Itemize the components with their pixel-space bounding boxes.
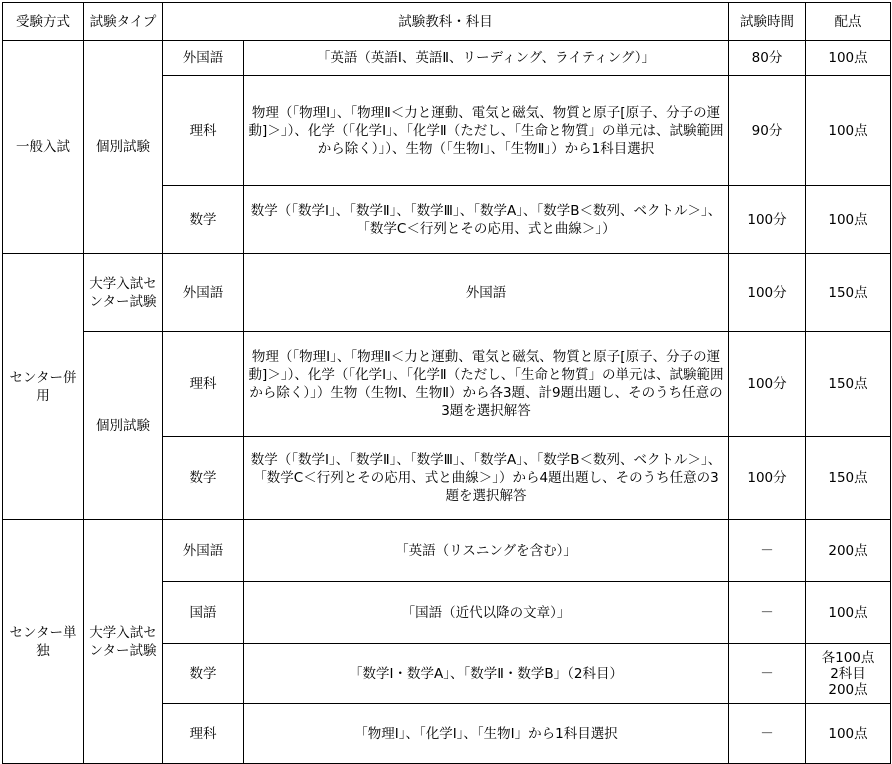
category-cell: 国語 [163, 582, 244, 644]
category-cell: 数学 [163, 437, 244, 520]
method-center-combined: センター併用 [3, 254, 84, 520]
time-cell: － [729, 704, 806, 764]
table-row [3, 254, 891, 332]
category-cell: 数学 [163, 186, 244, 254]
content-cell: 物理（「物理Ⅰ」、「物理Ⅱ＜力と運動、電気と磁気、物質と原子[原子、分子の運動]＞」）、化学（「化学Ⅰ」、「化学Ⅱ（ただし、「生命と物質」の単元は、試験範囲から除く）」）、生物（「生物Ⅰ」、「生物Ⅱ」）から1科目選択 [244, 76, 729, 186]
header-subject: 試験教科・科目 [163, 3, 729, 41]
content-cell: 「国語（近代以降の文章）」 [244, 582, 729, 644]
time-cell: 80分 [729, 41, 806, 76]
score-cell: 100点 [806, 76, 891, 186]
time-cell: － [729, 582, 806, 644]
content-cell: 「英語（英語Ⅰ、英語Ⅱ、リーディング、ライティング）」 [244, 41, 729, 76]
type-individual: 個別試験 [84, 332, 163, 520]
header-type: 試験タイプ [84, 3, 163, 41]
category-cell: 外国語 [163, 254, 244, 332]
method-general: 一般入試 [3, 41, 84, 254]
score-cell: 100点 [806, 582, 891, 644]
table-row [3, 332, 891, 437]
content-cell: 数学（「数学Ⅰ」、「数学Ⅱ」、「数学Ⅲ」、「数学A」、「数学B＜数列、ベクトル＞」、「数学C＜行列とその応用、式と曲線＞」） [244, 186, 729, 254]
score-cell: 100点 [806, 41, 891, 76]
content-cell: 「物理Ⅰ」、「化学Ⅰ」、「生物Ⅰ」から1科目選択 [244, 704, 729, 764]
score-cell: 150点 [806, 254, 891, 332]
time-cell: 100分 [729, 332, 806, 437]
category-cell: 理科 [163, 332, 244, 437]
time-cell: 100分 [729, 186, 806, 254]
type-general: 個別試験 [84, 41, 163, 254]
content-cell: 「英語（リスニングを含む）」 [244, 520, 729, 582]
score-cell: 150点 [806, 332, 891, 437]
category-cell: 理科 [163, 76, 244, 186]
type-center: 大学入試センター試験 [84, 254, 163, 332]
category-cell: 外国語 [163, 520, 244, 582]
exam-subjects-table [2, 2, 891, 764]
category-cell: 外国語 [163, 41, 244, 76]
time-cell: 100分 [729, 437, 806, 520]
score-cell: 各100点 2科目 200点 [806, 644, 891, 704]
score-cell: 100点 [806, 704, 891, 764]
time-cell: － [729, 644, 806, 704]
category-cell: 数学 [163, 644, 244, 704]
table-row [3, 520, 891, 582]
score-cell: 150点 [806, 437, 891, 520]
header-time: 試験時間 [729, 3, 806, 41]
category-cell: 理科 [163, 704, 244, 764]
time-cell: 100分 [729, 254, 806, 332]
content-cell: 「数学Ⅰ・数学A」、「数学Ⅱ・数学B」（2科目） [244, 644, 729, 704]
content-cell: 数学（「数学Ⅰ」、「数学Ⅱ」、「数学Ⅲ」、「数学A」、「数学B＜数列、ベクトル＞」、「数学C＜行列とその応用、式と曲線＞」）から4題出題し、そのうち任意の3題を選択解答 [244, 437, 729, 520]
method-center-only: センター単独 [3, 520, 84, 764]
header-score: 配点 [806, 3, 891, 41]
score-cell: 200点 [806, 520, 891, 582]
table-row [3, 41, 891, 76]
header-method: 受験方式 [3, 3, 84, 41]
content-cell: 物理（「物理Ⅰ」、「物理Ⅱ＜力と運動、電気と磁気、物質と原子[原子、分子の運動]＞」）、化学（「化学Ⅰ」、「化学Ⅱ（ただし、「生命と物質」の単元は、試験範囲から除く）」）生物（生物Ⅰ、生物Ⅱ）から各3題、計9題出題し、そのうち任意の3題を選択解答 [244, 332, 729, 437]
score-cell: 100点 [806, 186, 891, 254]
header-row [3, 3, 891, 41]
time-cell: 90分 [729, 76, 806, 186]
type-center-only: 大学入試センター試験 [84, 520, 163, 764]
time-cell: － [729, 520, 806, 582]
content-cell: 外国語 [244, 254, 729, 332]
